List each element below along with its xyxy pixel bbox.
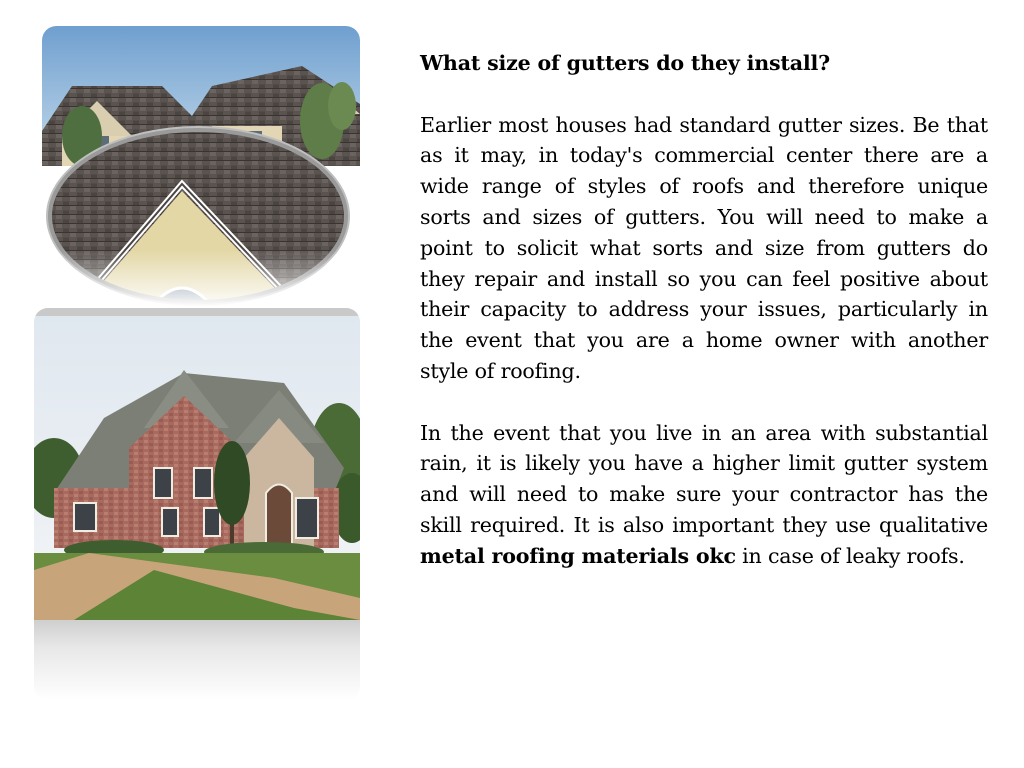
paragraph-2-text-before: In the event that you live in an area with substantial rain, it is likely you have a higher limit gutter system and will need to make sure your contractor has the skill required. It is also important they use qualitative: [420, 420, 988, 537]
paragraph-2: [420, 418, 988, 572]
page-title: What size of gutters do they install?: [420, 51, 830, 75]
paragraph-2-text-after: in case of leaky roofs.: [735, 543, 965, 568]
brick-house-image: [34, 308, 360, 700]
keyword-link-text: metal roofing materials okc: [420, 543, 736, 568]
article-text: [420, 48, 988, 602]
roof-shingles-image: [42, 26, 360, 306]
paragraph-1: Earlier most houses had standard gutter sizes. Be that as it may, in today's commercial center there are a wide range of styles of roofs and therefore unique sorts and sizes of gutters. You will need to make a point to solicit what sorts and size from gutters do they repair and install so you can feel positive about their capacity to address your issues, particularly in the event that you are a home owner with another style of roofing.: [420, 112, 988, 383]
